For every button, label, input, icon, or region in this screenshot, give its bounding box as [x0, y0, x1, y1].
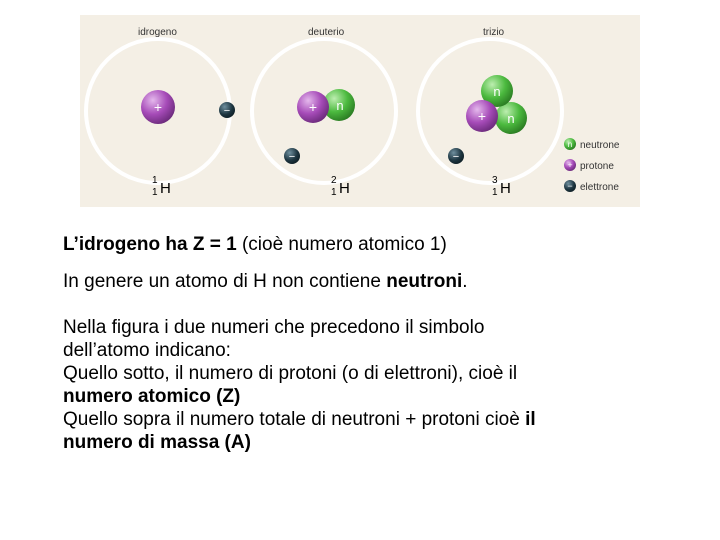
svg-text:n: n: [493, 84, 501, 99]
mass-number: 1: [152, 175, 158, 186]
legend-item-neutrone: [564, 138, 620, 151]
atomic-number: 1: [152, 187, 158, 198]
svg-text:−: −: [452, 151, 460, 163]
mass-number: 2: [331, 175, 337, 186]
electron: [284, 148, 300, 164]
atomic-number: 1: [492, 187, 498, 198]
svg-text:n: n: [507, 111, 515, 126]
svg-text:−: −: [567, 181, 573, 191]
atom-name: trizio: [483, 27, 505, 38]
element-symbol: H: [339, 180, 350, 197]
proton: [141, 90, 175, 124]
atom-name: deuterio: [308, 27, 345, 38]
legend: [564, 138, 620, 193]
legend-label: neutrone: [580, 140, 620, 151]
svg-text:+: +: [567, 160, 573, 170]
element-symbol: H: [160, 180, 171, 197]
atomic-number-statement: L’idrogeno ha Z = 1 (cioè numero atomico 1): [63, 234, 447, 255]
svg-text:n: n: [336, 98, 344, 113]
svg-text:+: +: [153, 99, 163, 115]
neutron-statement: In genere un atomo di H non contiene neutroni.: [63, 271, 468, 292]
element-symbol: H: [500, 180, 511, 197]
svg-text:n: n: [567, 140, 573, 149]
svg-text:−: −: [288, 151, 296, 163]
svg-text:+: +: [308, 99, 318, 115]
svg-text:+: +: [477, 108, 487, 124]
hydrogen-isotopes-figure: [80, 15, 640, 207]
mass-number: 3: [492, 175, 498, 186]
atomic-number: 1: [331, 187, 337, 198]
legend-label: elettrone: [580, 182, 619, 193]
legend-label: protone: [580, 161, 614, 172]
electron: [448, 148, 464, 164]
legend-item-protone: [564, 159, 614, 172]
svg-text:−: −: [223, 105, 231, 117]
legend-item-elettrone: [564, 180, 619, 193]
proton: [466, 100, 498, 132]
atom-name: idrogeno: [138, 27, 177, 38]
proton: [297, 91, 329, 123]
explanation-paragraph: Nella figura i due numeri che precedono il simbolo dell’atomo indicano: Quello sotto, il numero di protoni (o di elettroni), cioè il numero atomico (Z) Quello sopra il numero totale di neutroni + protoni cioè il numero di massa (A): [63, 317, 536, 453]
neutron: [495, 102, 527, 134]
electron: [219, 102, 235, 118]
